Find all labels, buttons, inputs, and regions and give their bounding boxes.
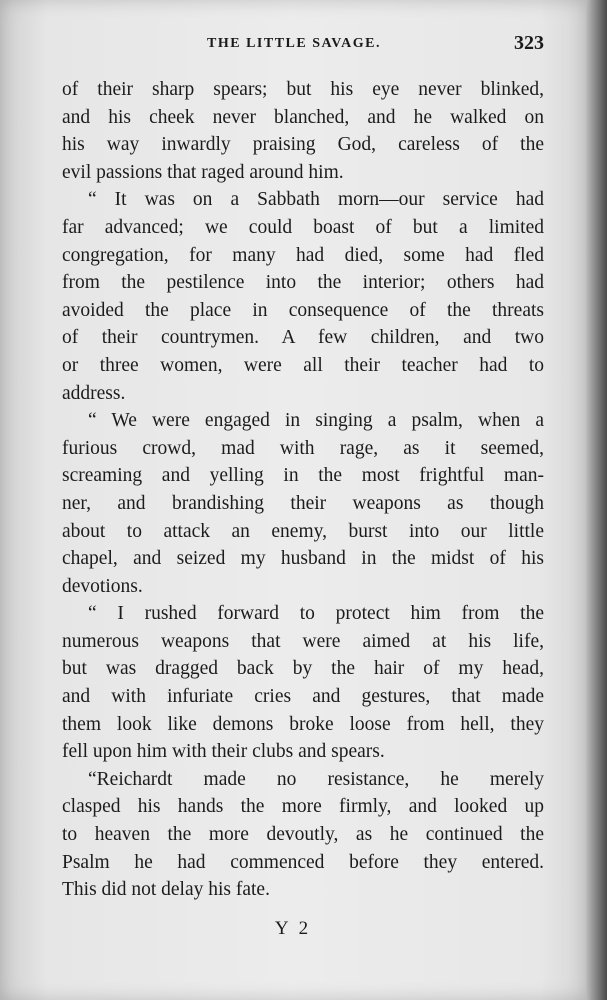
text-line: them look like demons broke loose from hell, they xyxy=(62,713,544,735)
text-line: “Reichardt made no resistance, he merely xyxy=(88,768,544,790)
text-line: or three women, were all their teacher had to xyxy=(62,354,544,376)
text-line: of their sharp spears; but his eye never blinked, xyxy=(62,79,544,100)
text-line: furious crowd, mad with rage, as it seemed, xyxy=(62,437,544,459)
text-line: ner, and brandishing their weapons as though xyxy=(62,492,544,514)
signature-mark: Y 2 xyxy=(274,918,312,939)
text-line: but was dragged back by the hair of my head, xyxy=(62,658,544,680)
text-line: Psalm he had commenced before they entered. xyxy=(62,851,544,873)
text-line: fell upon him with their clubs and spears. xyxy=(62,741,385,763)
text-line: congregation, for many had died, some had fled xyxy=(62,244,544,266)
text-line: clasped his hands the more firmly, and looked up xyxy=(62,796,544,818)
text-line: about to attack an enemy, burst into our little xyxy=(62,520,544,542)
text-line: chapel, and seized my husband in the midst of his xyxy=(62,548,544,570)
page-edge-shadow xyxy=(586,0,607,1000)
text-line: screaming and yelling in the most frightful man- xyxy=(62,465,544,487)
text-line: “ It was on a Sabbath morn—our service had xyxy=(88,189,544,211)
text-line: and his cheek never blanched, and he walked on xyxy=(62,106,544,128)
text-line: and with infuriate cries and gestures, that made xyxy=(62,686,544,708)
running-head xyxy=(62,32,544,58)
text-line: from the pestilence into the interior; others had xyxy=(62,272,544,294)
text-line: devotions. xyxy=(62,575,143,597)
text-line: “ I rushed forward to protect him from the xyxy=(88,603,544,625)
text-line: of their countrymen. A few children, and two xyxy=(62,327,544,349)
text-line: his way inwardly praising God, careless of the xyxy=(62,134,544,156)
text-line: far advanced; we could boast of but a limited xyxy=(62,216,544,238)
page-number: 323 xyxy=(514,32,544,54)
text-line: “ We were engaged in singing a psalm, when a xyxy=(88,410,544,432)
running-title: THE LITTLE SAVAGE. xyxy=(207,36,381,51)
text-line: numerous weapons that were aimed at his life, xyxy=(62,630,544,652)
body-text xyxy=(62,76,544,904)
text-line: to heaven the more devoutly, as he continued the xyxy=(62,824,544,846)
text-line: avoided the place in consequence of the threats xyxy=(62,299,544,321)
text-line: This did not delay his fate. xyxy=(62,879,270,901)
text-line: evil passions that raged around him. xyxy=(62,161,344,183)
text-line: address. xyxy=(62,382,126,404)
